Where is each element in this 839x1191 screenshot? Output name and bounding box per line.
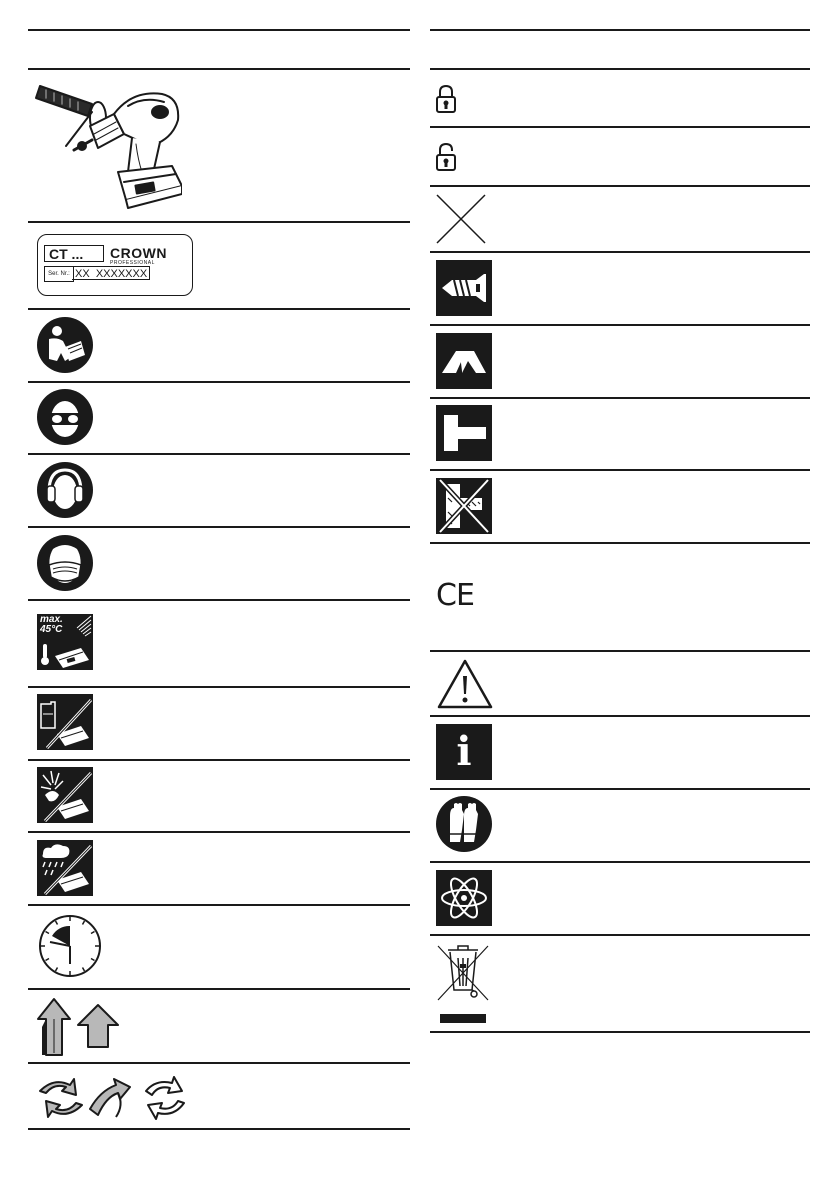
divider	[430, 934, 810, 936]
arrows-up-icon	[36, 997, 120, 1057]
max-label: max.	[40, 614, 63, 625]
serial-prefix: XX	[75, 268, 90, 280]
rotation-direction-icon	[34, 1075, 194, 1121]
divider	[430, 324, 810, 326]
divider	[430, 29, 810, 31]
info-glyph: i	[436, 724, 492, 780]
divider	[430, 788, 810, 790]
temp-value: 45°C	[40, 624, 63, 635]
divider	[430, 251, 810, 253]
ce-mark-text: CE	[436, 578, 474, 613]
lock-closed-icon	[435, 84, 457, 114]
read-manual-icon	[37, 317, 93, 373]
cross-icon	[435, 193, 487, 245]
divider	[28, 221, 410, 223]
divider	[28, 599, 410, 601]
divider	[28, 759, 410, 761]
ear-protection-icon	[37, 462, 93, 518]
divider	[430, 185, 810, 187]
divider	[28, 1128, 410, 1130]
gloves-icon	[436, 796, 492, 852]
info-icon	[436, 724, 492, 780]
safety-goggles-icon	[37, 389, 93, 445]
divider	[28, 68, 410, 70]
divider	[28, 453, 410, 455]
no-rain-battery-icon	[37, 840, 93, 896]
divider	[28, 988, 410, 990]
drilling-mode-icon	[436, 333, 492, 389]
dust-mask-icon	[37, 535, 93, 591]
divider	[430, 1031, 810, 1033]
hammer-drilling-mode-icon	[436, 405, 492, 461]
no-fire-battery-icon	[37, 767, 93, 823]
divider	[430, 542, 810, 544]
model-field: CT ...	[44, 245, 104, 262]
atom-icon	[436, 870, 492, 926]
divider	[28, 308, 410, 310]
divider	[430, 715, 810, 717]
no-water-battery-icon	[37, 694, 93, 750]
serial-number: XXXXXXX	[95, 268, 148, 280]
weee-bin-icon	[434, 940, 492, 1026]
max-temperature-icon	[37, 614, 93, 670]
serial-label: Ser. Nr.:	[44, 266, 74, 282]
lock-open-icon	[435, 142, 457, 172]
brand-subtitle: PROFESSIONAL	[110, 260, 155, 266]
rating-label-icon	[37, 234, 193, 296]
drill-with-side-handle-icon	[32, 76, 182, 211]
brand-name: CROWN	[110, 245, 167, 261]
divider	[28, 1062, 410, 1064]
divider	[28, 381, 410, 383]
divider	[430, 397, 810, 399]
warning-triangle-icon	[436, 658, 494, 710]
divider	[28, 686, 410, 688]
divider	[28, 831, 410, 833]
divider	[430, 126, 810, 128]
screwdriving-mode-icon	[436, 260, 492, 316]
divider	[430, 68, 810, 70]
divider	[28, 526, 410, 528]
divider	[430, 650, 810, 652]
serial-value	[72, 266, 150, 280]
no-hammer-icon	[436, 478, 492, 534]
divider	[430, 469, 810, 471]
divider	[28, 29, 410, 31]
divider	[430, 861, 810, 863]
ce-mark-icon	[436, 580, 474, 612]
clock-icon	[36, 914, 104, 978]
divider	[28, 904, 410, 906]
